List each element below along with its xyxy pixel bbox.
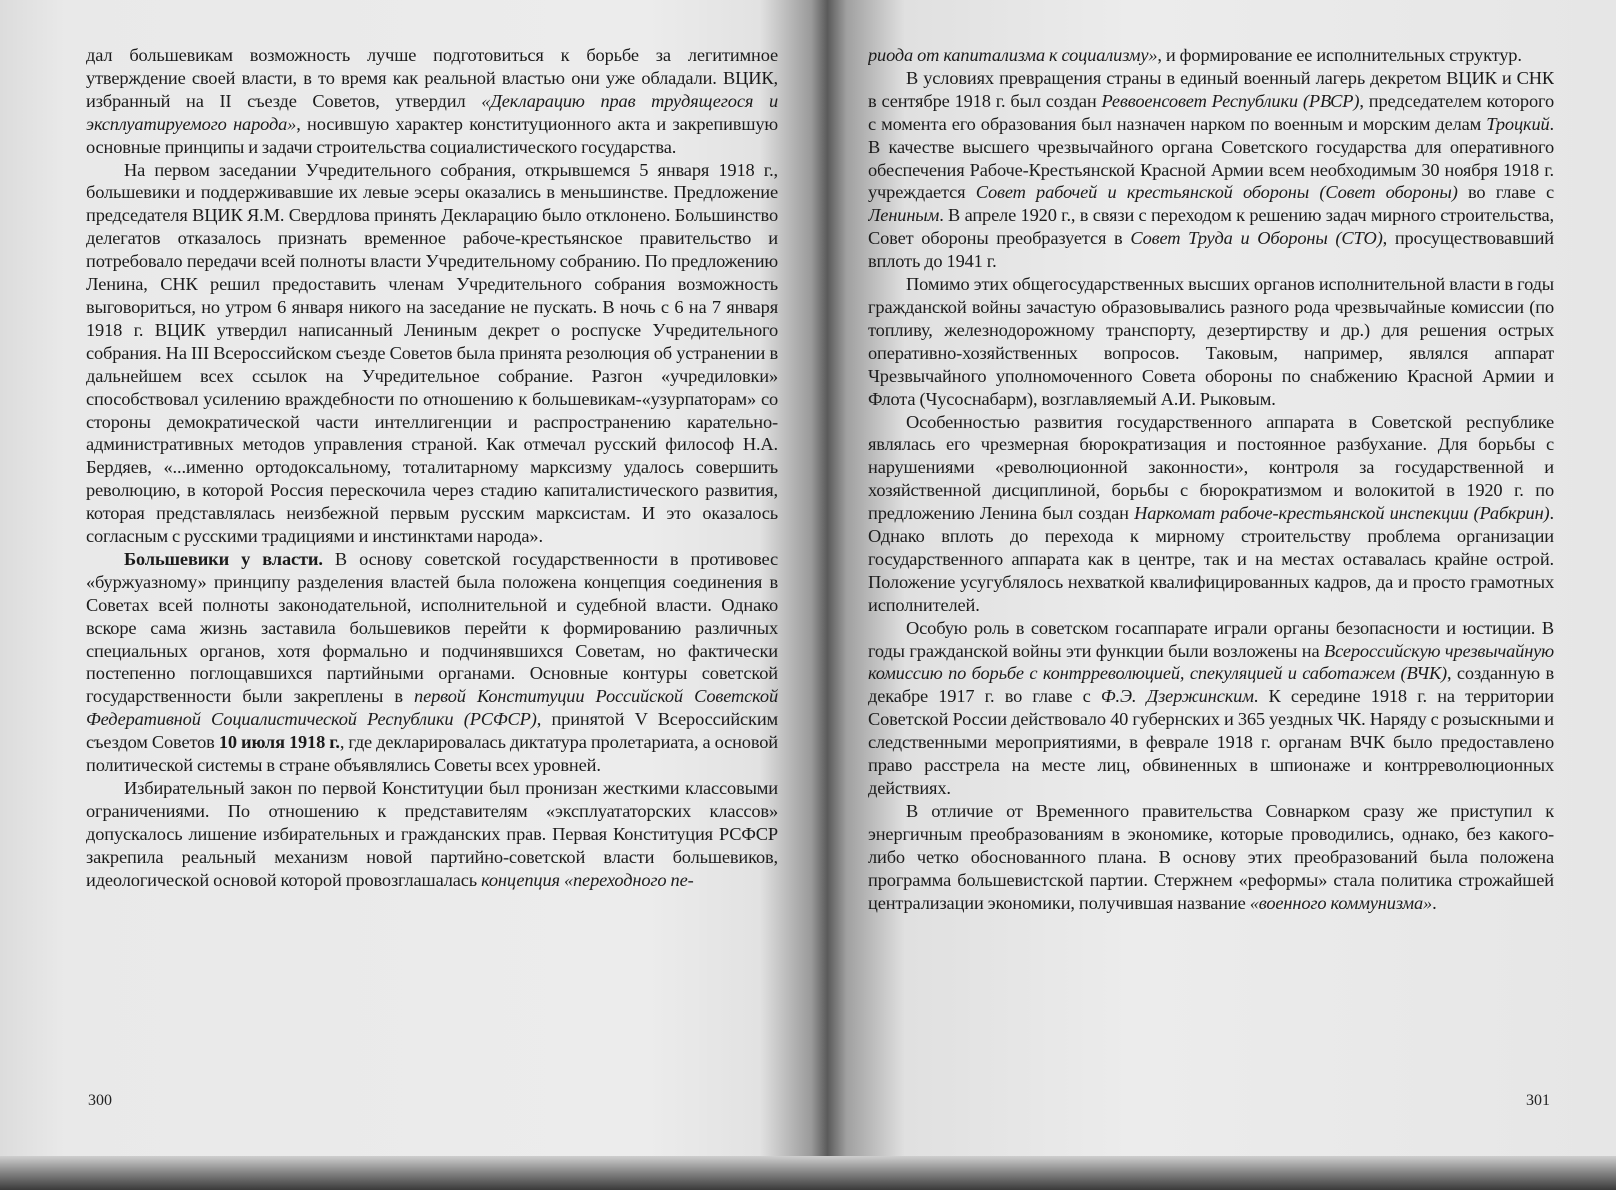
italic-text-run: Всероссийскую чрезвычайную комиссию по борьбе с контрреволюцией, спекуляцией и саботажем (ВЧК) — [868, 640, 1554, 684]
italic-text-run: Лениным — [868, 205, 940, 226]
paragraph — [868, 273, 1554, 410]
text-run: . В апреле 1920 г., в связи с переходом к решению задач мирного строительства, Совет обороны преобразуется в — [868, 205, 1554, 249]
text-run: Избирательный закон по первой Конституции был пронизан жесткими классовыми ограничениями. По отношению к представителям «эксплуататорских классов» допускалось лишение избирательных и гражданских прав. Первая Конституция РСФСР закрепила реальный механизм новой партийно-советской власти большевиков, идеологической основой которой провозглашалась — [86, 778, 778, 890]
left-page — [86, 44, 778, 1104]
text-run: во главе с — [1457, 182, 1554, 203]
italic-text-run: Совет рабочей и крестьянской обороны (Совет обороны) — [975, 182, 1458, 203]
paragraph — [868, 411, 1554, 617]
italic-text-run: «Декларацию прав трудящегося и эксплуатируемого народа» — [86, 90, 778, 134]
paragraph — [86, 548, 778, 777]
text-run: На первом заседании Учредительного собрания, открывшемся 5 января 1918 г., большевики и поддерживавшие их левые эсеры оказались в меньшинстве. Предложение председателя ВЦИК Я.М. Свердлова принять Декларацию было отклонено. Большинство делегатов отказалось признать временное рабоче-крестьянское правительство и потребовало передачи всей полноты власти Учредительному собранию. По предложению Ленина, СНК решил предоставить членам Учредительного собрания возможность выговориться, но утром 6 января никого на заседание не пускать. В ночь с 6 на 7 января 1918 г. ВЦИК утвердил написанный Лениным декрет о роспуске Учредительного собрания. На III Всероссийском съезде Советов была принята резолюция об устранении в дальнейшем всех ссылок на Учредительное собрание. Разгон «учредиловки» способствовал усилению враждебности по отношению к большевикам-«узурпаторам» со стороны демократической части интеллигенции и распространению карательно-административных методов управления страной. Как отмечал русский философ Н.А. Бердяев, «...именно ортодоксальному, тоталитарному марксизму удалось совершить революцию, в которой Россия перескочила через стадию капиталистического развития, которая представлялась неизбежной первым русским марксистам. И это оказалось согласным с русскими традициями и инстинктами народа». — [86, 159, 778, 547]
paragraph — [868, 617, 1554, 800]
text-run: В условиях превращения страны в единый военный лагерь декретом ВЦИК и СНК в сентябре 1918 г. был создан — [868, 67, 1554, 111]
italic-text-run: Реввоенсовет Республики (РВСР) — [1101, 90, 1360, 111]
text-run: Особенностью развития государственного аппарата в Советской республике являлась его чрезмерная бюрократизация и постоянное разбухание. Для борьбы с нарушениями «революционной законности», контроля за государственной и хозяйственной дисциплиной, борьбы с бюрократизмом и волокитой в 1920 г. по предложению Ленина был создан — [868, 411, 1554, 524]
italic-text-run: «военного коммунизма» — [1249, 892, 1433, 913]
paragraph — [868, 44, 1554, 67]
text-run: , где декларировалась диктатура пролетариата, а основой политической системы в стране объявлялись Советы всех уровней. — [86, 732, 778, 776]
text-run: , созданную в декабре 1917 г. во главе с — [868, 663, 1554, 707]
bold-text-run: 10 июля 1918 г. — [218, 732, 340, 753]
paragraph — [868, 67, 1554, 273]
text-run: . К середине 1918 г. на территории Советской России действовало 40 губернских и 365 уездных ЧК. Наряду с розыскными и следственными мероприятиями, в феврале 1918 г. органам ВЧК было предоставлено право расстрела на месте лиц, обвиненных в шпионаже и контрреволюционных действиях. — [868, 686, 1554, 798]
text-run: В отличие от Временного правительства Совнарком сразу же приступил к энергичным преобразованиям в экономике, которые проводились, однако, без какого-либо четко обоснованного плана. В основу этих преобразований была положена программа большевистской партии. Стержнем «реформы» стала политика строжайшей централизации экономики, получившая название — [868, 800, 1554, 913]
text-run: дал большевикам возможность лучше подготовиться к борьбе за легитимное утверждение своей власти, в то время как реальной властью они уже обладали. ВЦИК, избранный на II съезде Советов, утвердил — [86, 45, 778, 111]
right-page-number: 301 — [1526, 1092, 1550, 1109]
italic-text-run: риода от капитализма к социализму» — [868, 45, 1158, 65]
paragraph — [86, 44, 778, 159]
text-run: , просуществовавший вплоть до 1941 г. — [868, 228, 1554, 272]
right-page — [868, 44, 1554, 1104]
text-run: , принятой V Всероссийским съездом Советов — [86, 709, 778, 753]
italic-text-run: Наркомат рабоче-крестьянской инспекции (Рабкрин) — [1134, 503, 1550, 524]
text-run: Особую роль в советском госаппарате играли органы безопасности и юстиции. В годы гражданской войны эти функции были возложены на — [868, 617, 1554, 661]
text-run: Помимо этих общегосударственных высших органов исполнительной власти в годы гражданской войны зачастую образовывались разного рода чрезвычайные комиссии (по топливу, железнодорожному транспорту, дезертирству и др.) для решения острых оперативно-хозяйственных вопросов. Таковым, например, являлся аппарат Чрезвычайного уполномоченного Совета обороны по снабжению Красной Армии и Флота (Чусоснабарм), возглавляемый А.И. Рыковым. — [868, 274, 1554, 409]
italic-text-run: Ф.Э. Дзержинским — [1100, 686, 1254, 707]
paragraph — [868, 800, 1554, 915]
left-page-number: 300 — [88, 1092, 112, 1109]
paragraph — [86, 777, 778, 892]
text-run: . Однако вплоть до перехода к мирному строительству проблема организации государственного аппарата как в центре, так и на местах оставалась крайне острой. Положение усугублялось нехваткой квалифицированных кадров, да и просто грамотных исполнителей. — [868, 503, 1554, 615]
text-run: , носившую характер конституционного акта и закрепившую основные принципы и задачи строительства социалистического государства. — [86, 113, 778, 157]
paragraph — [86, 159, 778, 548]
text-run: . — [1432, 892, 1437, 913]
text-run: , председателем которого с момента его образования был назначен нарком по военным и морским делам — [868, 90, 1554, 134]
text-run: , и формирование ее исполнительных структур. — [1157, 45, 1522, 65]
text-run: В основу советской государственности в противовес «буржуазному» принципу разделения властей была положена концепция соединения в Советах всей полноты законодательной, исполнительной и судебной власти. Однако вскоре сама жизнь заставила большевиков перейти к формированию различных специальных органов, хотя формально и подчинявшихся Советам, но фактически постепенно поглощавшихся партийными органами. Основные контуры советской государственности были закреплены в — [86, 548, 778, 707]
bold-text-run: Большевики у власти. — [124, 548, 323, 569]
text-run: . В качестве высшего чрезвычайного органа Советского государства для оперативного обеспечения Рабоче-Крестьянской Красной Армии всем необходимым 30 ноября 1918 г. учреждается — [868, 113, 1554, 203]
italic-text-run: первой Конституции Российской Советской Федеративной Социалистической Республики (РСФСР) — [86, 686, 778, 730]
italic-text-run: концепция «переходного пе- — [481, 869, 694, 890]
italic-text-run: Троцкий — [1486, 113, 1550, 134]
italic-text-run: Совет Труда и Обороны (СТО) — [1130, 228, 1383, 249]
page-bottom-shadow — [0, 1156, 1616, 1190]
